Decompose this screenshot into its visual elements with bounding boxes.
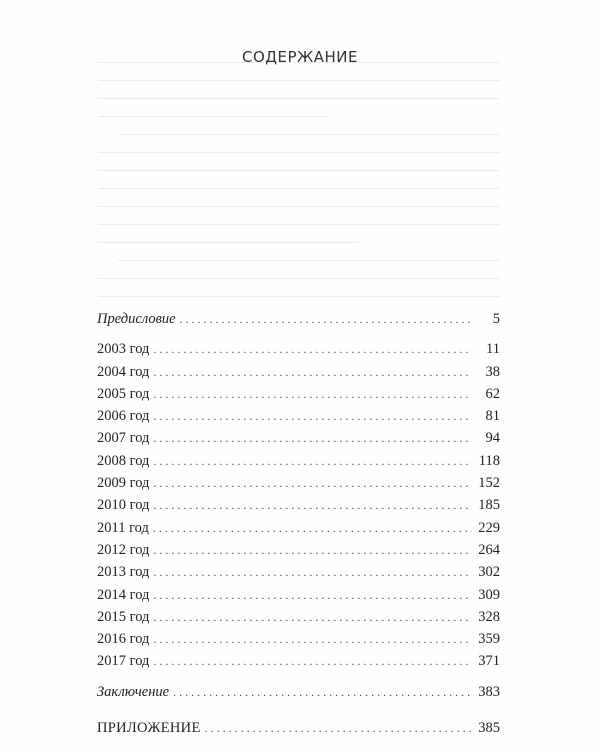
- toc-entry-page: 385: [478, 720, 500, 737]
- toc-entry-label: 2005 год: [97, 385, 150, 402]
- dot-leader: [173, 681, 472, 703]
- toc-entry-page: 152: [478, 475, 500, 492]
- dot-leader: [153, 383, 472, 405]
- dot-leader: [153, 539, 472, 561]
- toc-entry-2016[interactable]: [97, 628, 500, 650]
- toc-entry-page: 81: [485, 408, 500, 425]
- toc-entry-appendix[interactable]: [97, 717, 500, 739]
- toc-entry-2011[interactable]: [97, 517, 500, 539]
- toc-entry-page: 309: [478, 586, 500, 603]
- toc-entry-2010[interactable]: [97, 494, 500, 516]
- toc-entry-page: 328: [478, 608, 500, 625]
- toc-entry-conclusion[interactable]: [97, 681, 500, 703]
- dot-leader: [153, 517, 472, 539]
- toc-entry-page: 38: [485, 363, 500, 380]
- toc-entry-label: 2012 год: [97, 541, 150, 558]
- toc-entry-label: 2015 год: [97, 608, 150, 625]
- toc-entry-page: 94: [485, 430, 500, 447]
- dot-leader: [153, 450, 472, 472]
- toc-entry-2007[interactable]: [97, 427, 500, 449]
- toc-entry-label: Заключение: [97, 683, 170, 700]
- toc-entry-label: Предисловие: [97, 311, 176, 327]
- dot-leader: [153, 561, 472, 583]
- toc-entry-label: 2011 год: [97, 519, 149, 536]
- dot-leader: [153, 405, 472, 427]
- dot-leader: [153, 427, 472, 449]
- toc-entry-2017[interactable]: [97, 650, 500, 672]
- toc-entry-page: 302: [478, 564, 500, 581]
- toc-entry-page: 11: [486, 341, 500, 358]
- toc-entry-page: 62: [485, 385, 500, 402]
- toc-entry-label: 2008 год: [97, 452, 150, 469]
- toc-entry-page: 359: [478, 631, 500, 648]
- toc-entry-2013[interactable]: [97, 561, 500, 583]
- dot-leader: [153, 606, 472, 628]
- toc-entry-label: 2010 год: [97, 497, 150, 514]
- toc-entry-label: 2017 год: [97, 653, 150, 670]
- toc-entry-page: 383: [478, 683, 500, 700]
- toc-entry-label: ПРИЛОЖЕНИЕ: [97, 720, 201, 737]
- toc-entry-2009[interactable]: [97, 472, 500, 494]
- toc-entry-label: 2003 год: [97, 341, 150, 358]
- toc-entry-2004[interactable]: [97, 361, 500, 383]
- toc-entry-page: 371: [478, 653, 500, 670]
- toc-entry-label: 2007 год: [97, 430, 150, 447]
- dot-leader: [153, 472, 472, 494]
- toc-entry-page: 118: [478, 452, 500, 469]
- toc-entry-2015[interactable]: [97, 606, 500, 628]
- dot-leader: [153, 628, 472, 650]
- dot-leader: [153, 494, 472, 516]
- toc-entry-label: 2006 год: [97, 408, 150, 425]
- dot-leader: [153, 584, 472, 606]
- toc-entry-2005[interactable]: [97, 383, 500, 405]
- toc-entry-2003[interactable]: [97, 338, 500, 360]
- page-title: СОДЕРЖАНИЕ: [242, 48, 358, 66]
- dot-leader: [153, 650, 472, 672]
- toc-entry-2006[interactable]: [97, 405, 500, 427]
- dot-leader: [153, 361, 472, 383]
- toc-entry-label: 2004 год: [97, 363, 150, 380]
- toc-entry-label: 2016 год: [97, 631, 150, 648]
- dot-leader: [153, 338, 472, 360]
- toc-entry-page: 229: [478, 519, 500, 536]
- toc-entry-page: 5: [492, 311, 500, 327]
- toc-entry-label: 2013 год: [97, 564, 150, 581]
- table-of-contents: [97, 308, 500, 739]
- toc-entry-2014[interactable]: [97, 584, 500, 606]
- dot-leader: [205, 717, 472, 739]
- toc-entry-label: 2014 год: [97, 586, 150, 603]
- toc-entry-page: 185: [478, 497, 500, 514]
- toc-entry-2008[interactable]: [97, 450, 500, 472]
- dot-leader: [180, 308, 472, 330]
- toc-entry-2012[interactable]: [97, 539, 500, 561]
- toc-entry-page: 264: [478, 541, 500, 558]
- toc-entry-label: 2009 год: [97, 475, 150, 492]
- toc-entry-preface[interactable]: [97, 308, 500, 330]
